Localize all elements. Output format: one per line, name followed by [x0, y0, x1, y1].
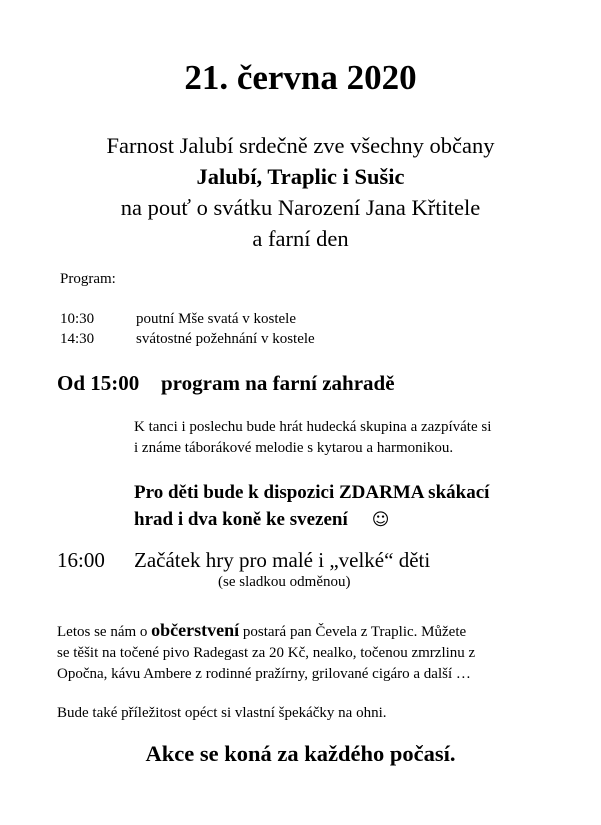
schedule-time: 14:30	[60, 331, 95, 347]
game-time: 16:00	[57, 548, 105, 572]
refreshments-line-2: se těšit na točené pivo Radegast za 20 Kč, nealko, točenou zmrzlinu z	[57, 645, 476, 661]
schedule-text: poutní Mše svatá v kostele	[136, 311, 296, 327]
refreshments-paragraph	[57, 620, 475, 685]
weather-note: Akce se koná za každého počasí.	[145, 741, 456, 766]
invitation-line-1: Farnost Jalubí srdečně zve všechny občany	[106, 133, 495, 158]
garden-time: Od 15:00	[57, 371, 140, 395]
sausages-note: Bude také příležitost opéct si vlastní špekáčky na ohni.	[57, 705, 387, 721]
garden-title: program na farní zahradě	[161, 371, 395, 395]
game-reward: (se sladkou odměnou)	[218, 574, 351, 590]
music-description	[134, 417, 554, 459]
refreshments-prefix: Letos se nám o	[57, 624, 152, 640]
kids-line-2: hrad i dva koně ke svezení	[134, 509, 348, 530]
invitation-line-4: a farní den	[252, 226, 349, 251]
refreshments-line-3: Opočna, kávu Ambere z rodinné pražírny, grilované cigáro a další …	[57, 666, 471, 682]
smiley-icon: ☺	[371, 510, 390, 530]
kids-line-1: Pro děti bude k dispozici ZDARMA skákací	[134, 482, 490, 503]
schedule-time: 10:30	[60, 311, 95, 327]
event-date: 21. června 2020	[184, 58, 417, 97]
music-line-2: i známe táborákové melodie s kytarou a harmonikou.	[134, 440, 454, 456]
invitation-line-3: na pouť o svátku Narození Jana Křtitele	[120, 195, 481, 220]
schedule-text: svátostné požehnání v kostele	[136, 331, 315, 347]
refreshments-suffix: postará pan Čevela z Traplic. Můžete	[239, 624, 467, 640]
game-heading	[57, 548, 430, 573]
refreshments-highlight: občerstvení	[151, 620, 240, 640]
garden-program-heading	[57, 371, 395, 396]
schedule-row	[60, 331, 315, 348]
schedule-row	[60, 311, 296, 328]
program-label: Program:	[60, 271, 116, 287]
music-line-1: K tanci i poslechu bude hrát hudecká skupina a zazpíváte si	[134, 419, 492, 435]
invitation-villages: Jalubí, Traplic i Sušic	[196, 164, 405, 189]
kids-announcement	[134, 479, 489, 534]
game-title: Začátek hry pro malé i „velké“ děti	[134, 548, 431, 572]
